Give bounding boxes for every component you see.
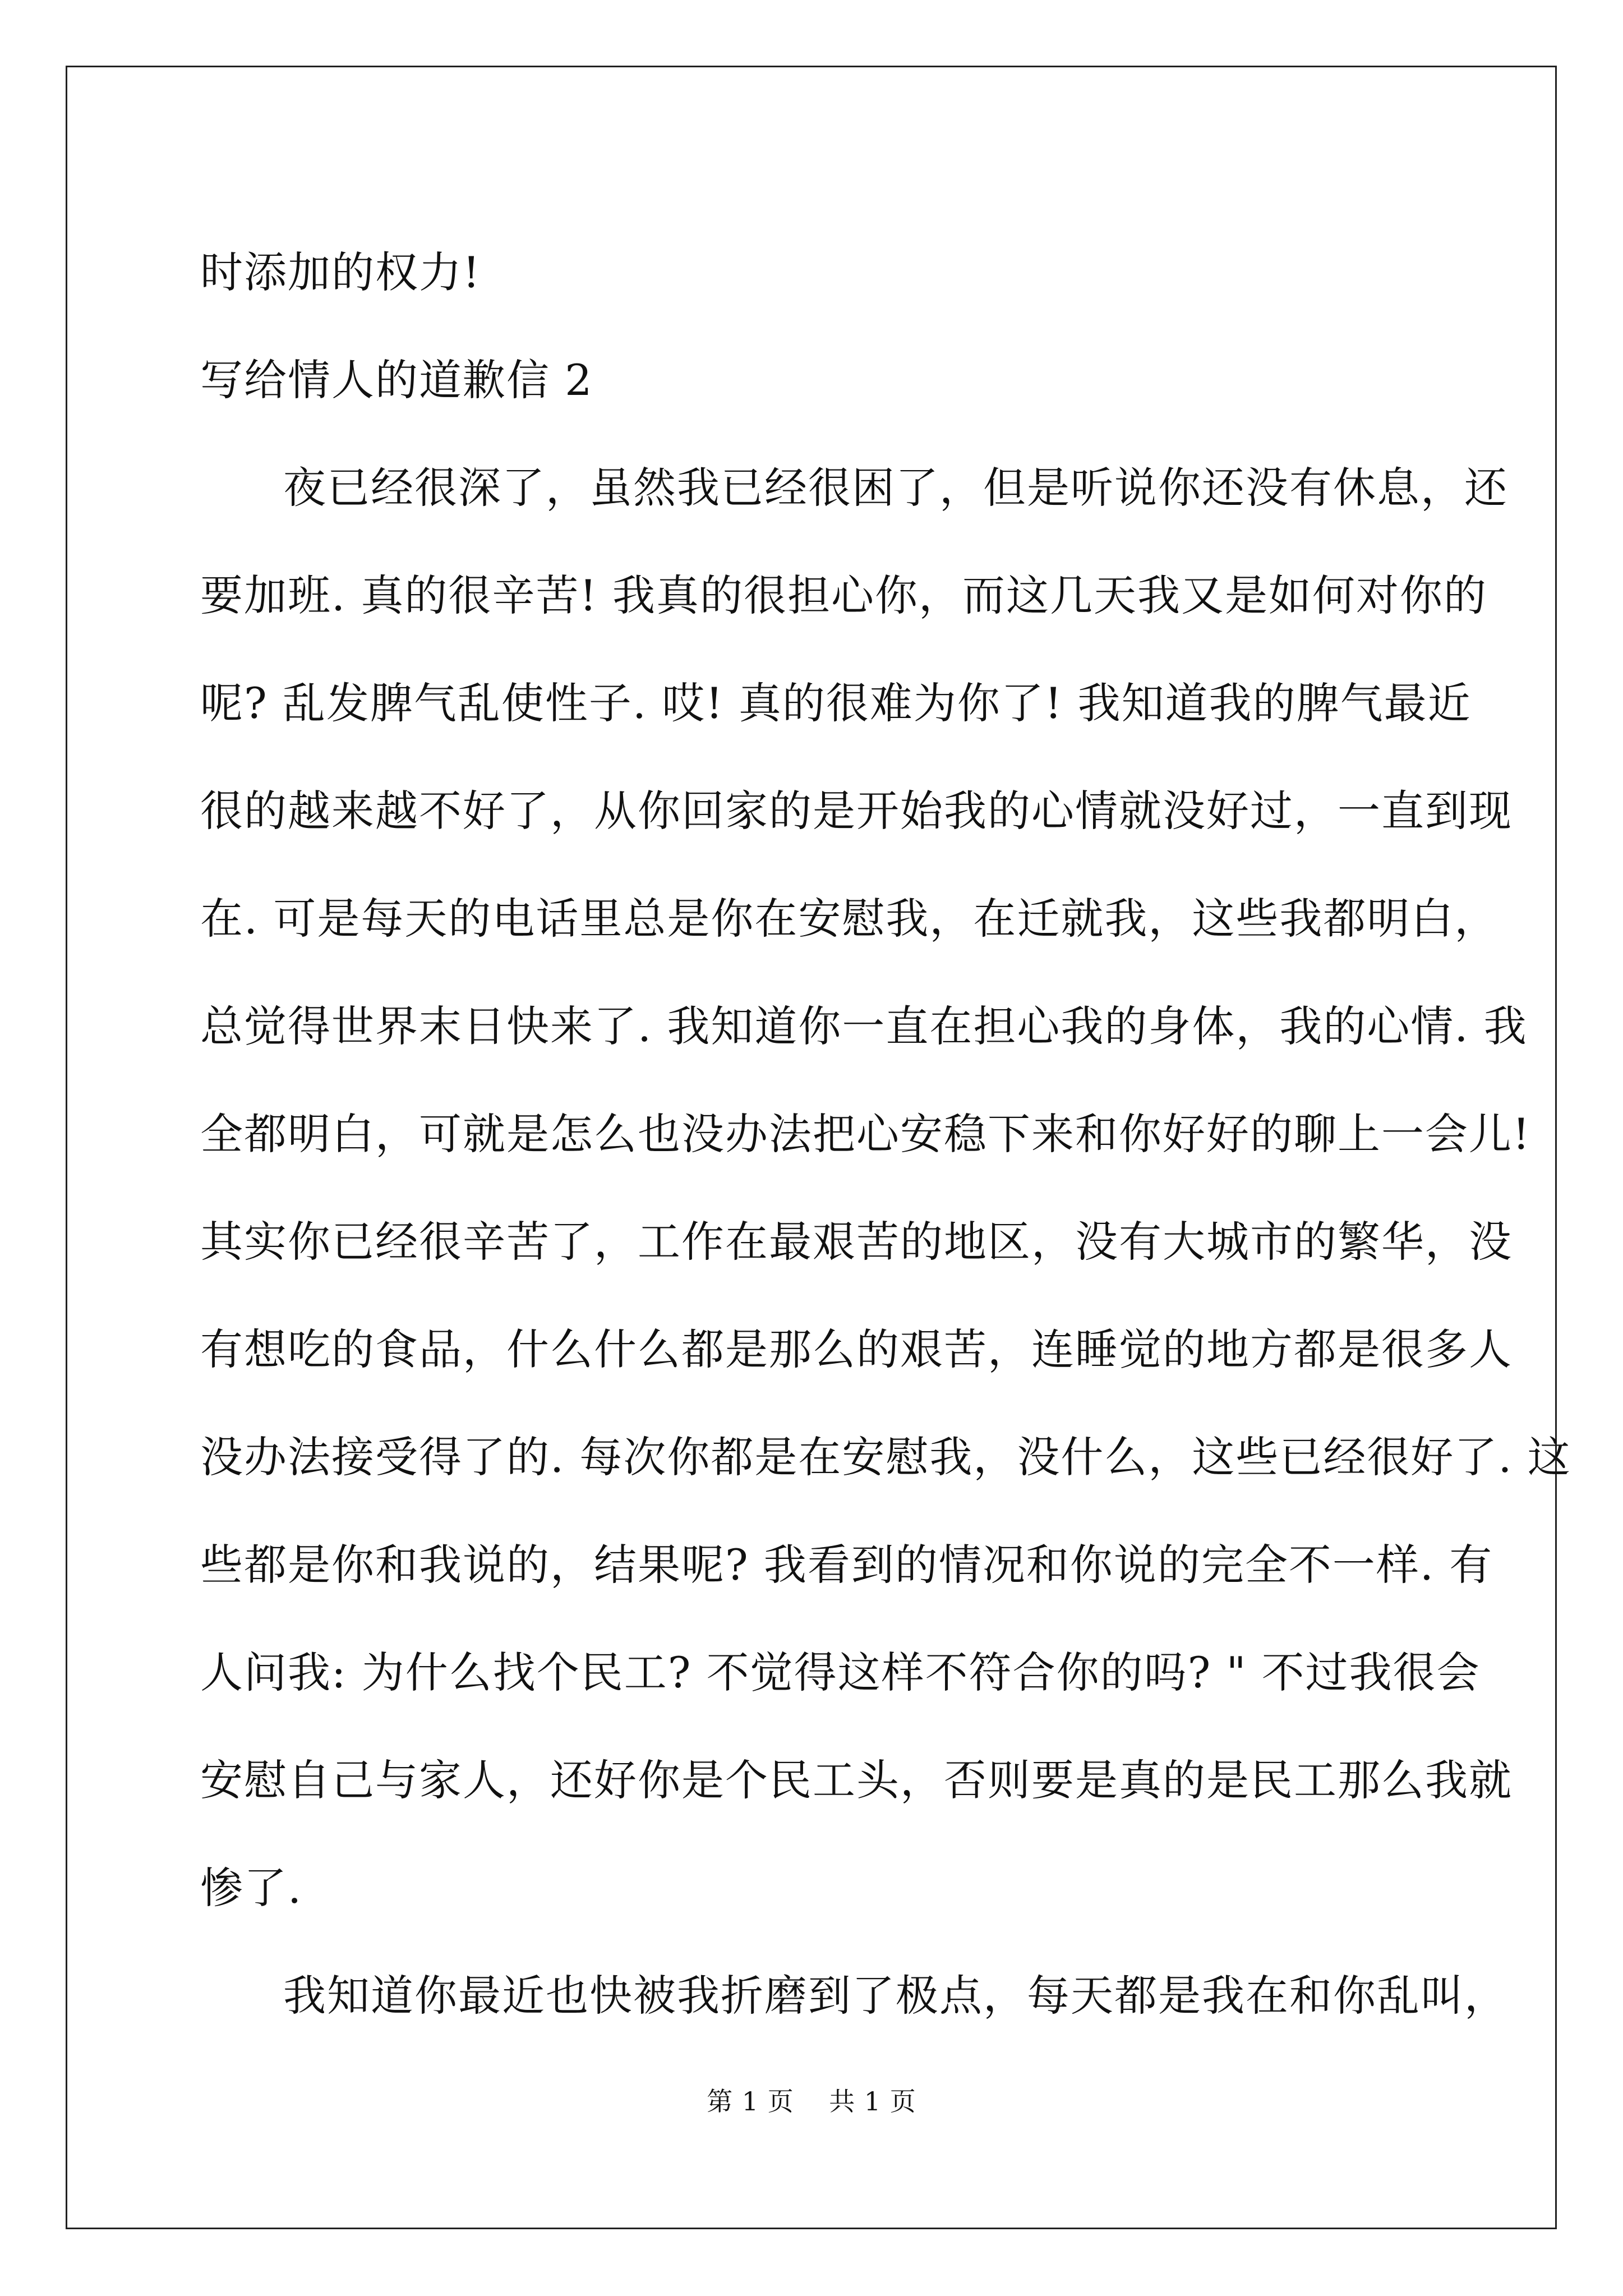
paragraph-start: 我知道你最近也快被我折磨到了极点，每天都是我在和你乱叫， <box>283 1971 1508 2021</box>
text-line: 要加班. 真的很辛苦! 我真的很担心你，而这几天我又是如何对你的 <box>200 570 1488 620</box>
text-line: 其实你已经很辛苦了，工作在最艰苦的地区，没有大城市的繁华，没 <box>200 1217 1513 1267</box>
text-line: 惨了. <box>200 1863 303 1913</box>
text-line: 时添加的权力! <box>200 247 481 297</box>
text-line: 呢? 乱发脾气乱使性子. 哎! 真的很难为你了! 我知道我的脾气最近 <box>200 678 1472 728</box>
letter-heading: 写给情人的道歉信 2 <box>200 355 593 405</box>
text-line: 很的越来越不好了，从你回家的是开始我的心情就没好过，一直到现 <box>200 786 1513 836</box>
text-line: 有想吃的食品，什么什么都是那么的艰苦，连睡觉的地方都是很多人 <box>200 1324 1513 1374</box>
text-line: 总觉得世界末日快来了. 我知道你一直在担心我的身体，我的心情. 我 <box>200 1001 1528 1051</box>
text-line: 没办法接受得了的. 每次你都是在安慰我，没什么，这些已经很好了. 这 <box>200 1432 1571 1482</box>
text-line: 安慰自己与家人，还好你是个民工头，否则要是真的是民工那么我就 <box>200 1755 1513 1805</box>
text-line: 在. 可是每天的电话里总是你在安慰我，在迁就我，这些我都明白， <box>200 894 1498 944</box>
document-body <box>200 219 1571 2050</box>
paragraph-start: 夜已经很深了，虽然我已经很困了，但是听说你还没有休息，还 <box>283 463 1508 513</box>
page-number-footer: 第 1 页 共 1 页 <box>707 2086 916 2116</box>
text-line: 全都明白，可就是怎么也没办法把心安稳下来和你好好的聊上一会儿! <box>200 1109 1531 1159</box>
text-line: 人问我: 为什么找个民工? 不觉得这样不符合你的吗? " 不过我很会 <box>200 1648 1481 1697</box>
text-line: 些都是你和我说的，结果呢? 我看到的情况和你说的完全不一样. 有 <box>200 1540 1493 1590</box>
